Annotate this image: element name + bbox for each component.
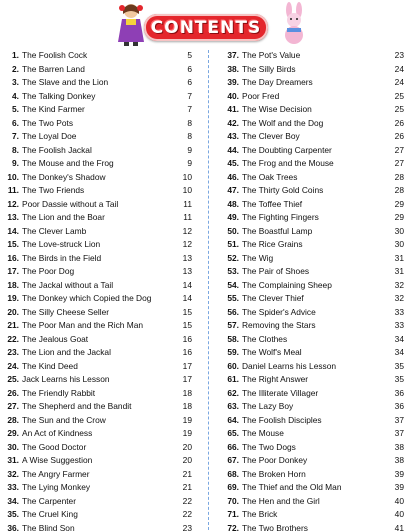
contents-entry bbox=[4, 360, 192, 374]
entry-title: The Foolish Jackal bbox=[22, 144, 92, 155]
contents-entry bbox=[226, 441, 404, 455]
entry-number: 37. bbox=[227, 50, 239, 60]
entry-title: The Day Dreamers bbox=[242, 77, 313, 87]
contents-entry bbox=[4, 171, 192, 185]
entry-title: The Two Pots bbox=[22, 117, 74, 128]
entry-title: The Oak Trees bbox=[242, 171, 298, 182]
contents-entry bbox=[226, 90, 404, 104]
contents-entry bbox=[4, 427, 192, 441]
entry-number: 11. bbox=[7, 185, 19, 195]
entry-page-number: 13 bbox=[182, 252, 192, 263]
entry-title: The Donkey which Copied the Dog bbox=[22, 293, 152, 303]
entry-number: 48. bbox=[227, 198, 239, 209]
entry-page-number: 14 bbox=[182, 279, 192, 290]
contents-entry bbox=[4, 468, 192, 482]
entry-number: 13. bbox=[7, 212, 19, 222]
contents-entry bbox=[226, 103, 404, 117]
entry-number: 19. bbox=[7, 293, 19, 303]
entry-title: The Clever Lamb bbox=[22, 225, 87, 236]
entry-number: 68. bbox=[227, 468, 239, 479]
entry-number: 42. bbox=[227, 117, 239, 128]
entry-number: 22. bbox=[7, 333, 19, 344]
entry-title: The Pot's Value bbox=[242, 50, 301, 60]
contents-entry bbox=[4, 103, 192, 117]
entry-page-number: 17 bbox=[182, 374, 192, 384]
entry-title: The Shepherd and the Bandit bbox=[22, 401, 132, 411]
entry-number: 45. bbox=[227, 158, 239, 168]
entry-number: 29. bbox=[7, 428, 19, 438]
contents-entry bbox=[4, 508, 192, 522]
entry-page-number: 11 bbox=[183, 212, 192, 222]
entry-title: The Foolish Cock bbox=[22, 50, 88, 60]
entry-page-number: 37 bbox=[394, 414, 404, 425]
entry-title: The Lion and the Jackal bbox=[22, 347, 111, 357]
entry-title: An Act of Kindness bbox=[22, 428, 93, 438]
entry-number: 6. bbox=[12, 117, 19, 128]
entry-page-number: 23 bbox=[394, 50, 404, 60]
entry-number: 16. bbox=[7, 252, 19, 263]
contents-entry bbox=[226, 49, 404, 63]
contents-entry bbox=[226, 252, 404, 266]
entry-page-number: 35 bbox=[394, 374, 404, 384]
entry-number: 8. bbox=[12, 144, 19, 155]
entry-number: 35. bbox=[7, 509, 19, 519]
entry-number: 31. bbox=[7, 455, 19, 465]
entry-title: The Hen and the Girl bbox=[242, 495, 320, 506]
entry-number: 14. bbox=[7, 225, 19, 236]
contents-entry bbox=[4, 238, 192, 252]
entry-title: The Loyal Doe bbox=[22, 131, 77, 141]
entry-title: The Silly Cheese Seller bbox=[22, 306, 110, 317]
contents-entry bbox=[226, 454, 404, 468]
entry-number: 20. bbox=[7, 306, 19, 317]
entry-page-number: 18 bbox=[182, 401, 192, 411]
contents-entry bbox=[226, 373, 404, 387]
entry-page-number: 16 bbox=[182, 347, 192, 357]
contents-entry bbox=[4, 279, 192, 293]
entry-title: The Wolf's Meal bbox=[242, 347, 302, 357]
entry-number: 64. bbox=[227, 414, 239, 425]
entry-number: 46. bbox=[227, 171, 239, 182]
contents-entry bbox=[4, 495, 192, 509]
entry-number: 67. bbox=[227, 455, 239, 465]
column-divider bbox=[208, 50, 209, 530]
contents-entry bbox=[226, 171, 404, 185]
contents-entry bbox=[226, 387, 404, 401]
entry-page-number: 33 bbox=[394, 306, 404, 317]
entry-number: 54. bbox=[227, 279, 239, 290]
entry-number: 9. bbox=[12, 158, 19, 168]
entry-page-number: 19 bbox=[182, 428, 192, 438]
entry-page-number: 37 bbox=[394, 428, 404, 438]
entry-number: 12. bbox=[7, 198, 19, 209]
entry-page-number: 39 bbox=[394, 468, 404, 479]
girl-mascot-icon bbox=[114, 2, 148, 46]
entry-number: 50. bbox=[227, 225, 239, 236]
entry-title: The Complaining Sheep bbox=[242, 279, 332, 290]
contents-entry bbox=[4, 319, 192, 333]
entry-page-number: 25 bbox=[394, 90, 404, 101]
entry-number: 39. bbox=[227, 77, 239, 87]
entry-page-number: 32 bbox=[394, 279, 404, 290]
contents-entry bbox=[226, 63, 404, 77]
contents-entry bbox=[226, 211, 404, 225]
entry-page-number: 30 bbox=[394, 239, 404, 249]
contents-entry bbox=[4, 130, 192, 144]
entry-page-number: 18 bbox=[182, 387, 192, 398]
contents-header bbox=[0, 0, 407, 46]
contents-right-column bbox=[226, 49, 404, 531]
contents-entry bbox=[4, 454, 192, 468]
entry-number: 70. bbox=[227, 495, 239, 506]
contents-entry bbox=[226, 495, 404, 509]
contents-entry bbox=[4, 441, 192, 455]
entry-page-number: 40 bbox=[394, 509, 404, 519]
contents-entry bbox=[4, 373, 192, 387]
contents-entry bbox=[226, 265, 404, 279]
entry-number: 18. bbox=[7, 279, 19, 290]
entry-number: 27. bbox=[7, 401, 19, 411]
entry-title: The Lazy Boy bbox=[242, 401, 294, 411]
contents-entry bbox=[4, 117, 192, 131]
entry-page-number: 22 bbox=[182, 509, 192, 519]
contents-entry bbox=[4, 184, 192, 198]
entry-number: 5. bbox=[12, 104, 19, 114]
entry-page-number: 33 bbox=[394, 320, 404, 330]
entry-title: The Jackal without a Tail bbox=[22, 279, 114, 290]
entry-title: The Poor Dog bbox=[22, 266, 75, 276]
contents-entry bbox=[226, 427, 404, 441]
entry-title: The Doubting Carpenter bbox=[242, 144, 332, 155]
entry-number: 65. bbox=[227, 428, 239, 438]
contents-entry bbox=[226, 292, 404, 306]
entry-number: 4. bbox=[12, 90, 19, 101]
contents-entry bbox=[4, 252, 192, 266]
entry-title: The Foolish Disciples bbox=[242, 414, 322, 425]
entry-title: The Pair of Shoes bbox=[242, 266, 310, 276]
contents-entry bbox=[4, 198, 192, 212]
entry-title: Daniel Learns his Lesson bbox=[242, 360, 337, 371]
contents-entry bbox=[4, 400, 192, 414]
entry-title: The Angry Farmer bbox=[22, 468, 90, 479]
entry-page-number: 20 bbox=[182, 455, 192, 465]
entry-title: The Spider's Advice bbox=[242, 306, 316, 317]
contents-entry bbox=[4, 346, 192, 360]
entry-page-number: 6 bbox=[187, 77, 192, 87]
entry-title: The Cruel King bbox=[22, 509, 78, 519]
contents-entry bbox=[226, 508, 404, 522]
entry-page-number: 15 bbox=[182, 306, 192, 317]
contents-entry bbox=[226, 279, 404, 293]
entry-number: 58. bbox=[227, 333, 239, 344]
entry-page-number: 6 bbox=[187, 63, 192, 74]
contents-entry bbox=[4, 292, 192, 306]
entry-number: 23. bbox=[7, 347, 19, 357]
entry-title: A Wise Suggestion bbox=[22, 455, 93, 465]
entry-title: The Toffee Thief bbox=[242, 198, 303, 209]
entry-title: The Two Friends bbox=[22, 185, 85, 195]
entry-number: 32. bbox=[7, 468, 19, 479]
entry-page-number: 9 bbox=[187, 158, 192, 168]
entry-title: The Mouse bbox=[242, 428, 284, 438]
entry-title: The Fighting Fingers bbox=[242, 212, 319, 222]
entry-page-number: 34 bbox=[394, 347, 404, 357]
contents-entry bbox=[4, 333, 192, 347]
contents-entry bbox=[226, 306, 404, 320]
contents-entry bbox=[226, 319, 404, 333]
contents-entry bbox=[226, 346, 404, 360]
entry-title: The Illiterate Villager bbox=[242, 387, 319, 398]
entry-title: The Jealous Goat bbox=[22, 333, 89, 344]
contents-entry bbox=[4, 76, 192, 90]
entry-number: 38. bbox=[227, 63, 239, 74]
entry-page-number: 41 bbox=[394, 522, 404, 531]
entry-number: 41. bbox=[227, 104, 239, 114]
entry-page-number: 11 bbox=[183, 198, 192, 209]
entry-number: 49. bbox=[227, 212, 239, 222]
contents-entry bbox=[4, 211, 192, 225]
entry-number: 15. bbox=[7, 239, 19, 249]
entry-page-number: 36 bbox=[394, 401, 404, 411]
entry-title: The Broken Horn bbox=[242, 468, 306, 479]
entry-title: The Lying Monkey bbox=[22, 482, 91, 492]
entry-page-number: 15 bbox=[182, 320, 192, 330]
entry-number: 34. bbox=[7, 495, 19, 506]
entry-page-number: 9 bbox=[187, 144, 192, 155]
entry-title: The Boastful Lamp bbox=[242, 225, 313, 236]
contents-entry bbox=[4, 63, 192, 77]
contents-entry bbox=[4, 522, 192, 531]
entry-title: The Blind Son bbox=[22, 522, 75, 531]
entry-number: 36. bbox=[7, 522, 19, 531]
entry-page-number: 7 bbox=[187, 104, 192, 114]
entry-number: 69. bbox=[227, 482, 239, 492]
entry-title: The Birds in the Field bbox=[22, 252, 102, 263]
entry-title: The Poor Donkey bbox=[242, 455, 308, 465]
entry-number: 24. bbox=[7, 360, 19, 371]
entry-number: 3. bbox=[12, 77, 19, 87]
entry-page-number: 28 bbox=[394, 171, 404, 182]
entry-title: The Kind Deed bbox=[22, 360, 78, 371]
entry-title: The Poor Man and the Rich Man bbox=[22, 320, 144, 330]
entry-page-number: 19 bbox=[182, 414, 192, 425]
contents-entry bbox=[226, 157, 404, 171]
entry-number: 1. bbox=[12, 50, 19, 60]
entry-page-number: 30 bbox=[394, 225, 404, 236]
contents-entry bbox=[4, 90, 192, 104]
contents-entry bbox=[226, 225, 404, 239]
entry-page-number: 28 bbox=[394, 185, 404, 195]
contents-entry bbox=[226, 198, 404, 212]
entry-title: Poor Fred bbox=[242, 90, 280, 101]
entry-page-number: 29 bbox=[394, 198, 404, 209]
contents-entry bbox=[226, 117, 404, 131]
entry-number: 55. bbox=[227, 293, 239, 303]
entry-page-number: 12 bbox=[182, 239, 192, 249]
contents-entry bbox=[226, 400, 404, 414]
entry-title: The Carpenter bbox=[22, 495, 76, 506]
contents-entry bbox=[226, 130, 404, 144]
entry-number: 71. bbox=[227, 509, 239, 519]
entry-title: The Rice Grains bbox=[242, 239, 303, 249]
contents-entry bbox=[226, 238, 404, 252]
entry-number: 66. bbox=[227, 441, 239, 452]
contents-entry bbox=[4, 144, 192, 158]
contents-entry bbox=[4, 306, 192, 320]
entry-title: The Clever Boy bbox=[242, 131, 300, 141]
contents-entry bbox=[226, 144, 404, 158]
entry-page-number: 38 bbox=[394, 455, 404, 465]
entry-title: The Donkey's Shadow bbox=[22, 171, 106, 182]
contents-entry bbox=[226, 522, 404, 531]
contents-entry bbox=[226, 481, 404, 495]
entry-title: The Wise Decision bbox=[242, 104, 312, 114]
entry-number: 33. bbox=[7, 482, 19, 492]
entry-title: The Two Brothers bbox=[242, 522, 308, 531]
entry-title: The Talking Donkey bbox=[22, 90, 96, 101]
entry-number: 63. bbox=[227, 401, 239, 411]
entry-page-number: 31 bbox=[394, 266, 404, 276]
entry-title: The Silly Birds bbox=[242, 63, 296, 74]
entry-number: 7. bbox=[12, 131, 19, 141]
entry-number: 44. bbox=[227, 144, 239, 155]
entry-page-number: 35 bbox=[394, 360, 404, 371]
entry-number: 60. bbox=[227, 360, 239, 371]
entry-title: The Lion and the Boar bbox=[22, 212, 105, 222]
entry-page-number: 13 bbox=[182, 266, 192, 276]
entry-title: The Right Answer bbox=[242, 374, 309, 384]
entry-page-number: 24 bbox=[394, 77, 404, 87]
contents-entry bbox=[4, 225, 192, 239]
entry-title: The Sun and the Crow bbox=[22, 414, 106, 425]
entry-page-number: 10 bbox=[182, 185, 192, 195]
entry-page-number: 26 bbox=[394, 117, 404, 128]
contents-entry bbox=[4, 49, 192, 63]
entry-title: The Friendly Rabbit bbox=[22, 387, 96, 398]
entry-page-number: 25 bbox=[394, 104, 404, 114]
entry-page-number: 26 bbox=[394, 131, 404, 141]
entry-page-number: 21 bbox=[182, 482, 192, 492]
contents-entry bbox=[4, 387, 192, 401]
entry-title: The Love-struck Lion bbox=[22, 239, 101, 249]
entry-title: The Brick bbox=[242, 509, 278, 519]
entry-title: The Slave and the Lion bbox=[22, 77, 109, 87]
entry-number: 57. bbox=[227, 320, 239, 330]
entry-page-number: 36 bbox=[394, 387, 404, 398]
entry-title: The Wig bbox=[242, 252, 274, 263]
entry-number: 30. bbox=[7, 441, 19, 452]
entry-title: The Kind Farmer bbox=[22, 104, 85, 114]
contents-entry bbox=[226, 76, 404, 90]
contents-left-column bbox=[4, 49, 192, 531]
contents-entry bbox=[4, 157, 192, 171]
entry-page-number: 22 bbox=[182, 495, 192, 506]
entry-page-number: 20 bbox=[182, 441, 192, 452]
entry-page-number: 31 bbox=[394, 252, 404, 263]
entry-page-number: 7 bbox=[187, 90, 192, 101]
entry-page-number: 10 bbox=[182, 171, 192, 182]
contents-entry bbox=[226, 360, 404, 374]
entry-title: The Good Doctor bbox=[22, 441, 87, 452]
entry-page-number: 32 bbox=[394, 293, 404, 303]
entry-page-number: 12 bbox=[182, 225, 192, 236]
entry-title: The Thirty Gold Coins bbox=[242, 185, 324, 195]
entry-number: 2. bbox=[12, 63, 19, 74]
entry-title: The Thief and the Old Man bbox=[242, 482, 342, 492]
contents-entry bbox=[226, 333, 404, 347]
entry-page-number: 17 bbox=[182, 360, 192, 371]
entry-page-number: 14 bbox=[182, 293, 192, 303]
entry-page-number: 39 bbox=[394, 482, 404, 492]
entry-number: 52. bbox=[227, 252, 239, 263]
page-title: CONTENTS bbox=[150, 17, 262, 38]
entry-number: 59. bbox=[227, 347, 239, 357]
entry-number: 47. bbox=[227, 185, 239, 195]
entry-number: 53. bbox=[227, 266, 239, 276]
entry-page-number: 24 bbox=[394, 63, 404, 74]
contents-entry bbox=[226, 414, 404, 428]
entry-page-number: 21 bbox=[182, 468, 192, 479]
entry-title: Poor Dassie without a Tail bbox=[22, 198, 119, 209]
contents-banner bbox=[144, 14, 268, 41]
entry-number: 17. bbox=[7, 266, 19, 276]
entry-title: The Clothes bbox=[242, 333, 288, 344]
entry-title: Removing the Stars bbox=[242, 320, 316, 330]
entry-title: The Two Dogs bbox=[242, 441, 296, 452]
entry-number: 10. bbox=[7, 171, 19, 182]
contents-entry bbox=[4, 265, 192, 279]
contents-entry bbox=[226, 184, 404, 198]
entry-page-number: 16 bbox=[182, 333, 192, 344]
entry-number: 40. bbox=[227, 90, 239, 101]
entry-number: 43. bbox=[227, 131, 239, 141]
entry-page-number: 40 bbox=[394, 495, 404, 506]
entry-number: 28. bbox=[7, 414, 19, 425]
entry-title: The Clever Thief bbox=[242, 293, 304, 303]
entry-page-number: 8 bbox=[187, 117, 192, 128]
entry-page-number: 27 bbox=[394, 144, 404, 155]
entry-number: 25. bbox=[7, 374, 19, 384]
entry-page-number: 23 bbox=[182, 522, 192, 531]
contents-entry bbox=[4, 481, 192, 495]
entry-title: The Wolf and the Dog bbox=[242, 117, 324, 128]
entry-number: 61. bbox=[227, 374, 239, 384]
entry-page-number: 38 bbox=[394, 441, 404, 452]
entry-title: The Frog and the Mouse bbox=[242, 158, 334, 168]
entry-page-number: 29 bbox=[394, 212, 404, 222]
rabbit-mascot-icon bbox=[277, 2, 311, 46]
entry-number: 21. bbox=[7, 320, 19, 330]
entry-number: 72. bbox=[227, 522, 239, 531]
entry-title: Jack Learns his Lesson bbox=[22, 374, 110, 384]
entry-page-number: 5 bbox=[187, 50, 192, 60]
entry-title: The Mouse and the Frog bbox=[22, 158, 114, 168]
entry-number: 26. bbox=[7, 387, 19, 398]
entry-page-number: 8 bbox=[187, 131, 192, 141]
entry-title: The Barren Land bbox=[22, 63, 85, 74]
entry-number: 56. bbox=[227, 306, 239, 317]
contents-entry bbox=[4, 414, 192, 428]
contents-entry bbox=[226, 468, 404, 482]
entry-number: 62. bbox=[227, 387, 239, 398]
entry-number: 51. bbox=[227, 239, 239, 249]
entry-page-number: 27 bbox=[394, 158, 404, 168]
entry-page-number: 34 bbox=[394, 333, 404, 344]
